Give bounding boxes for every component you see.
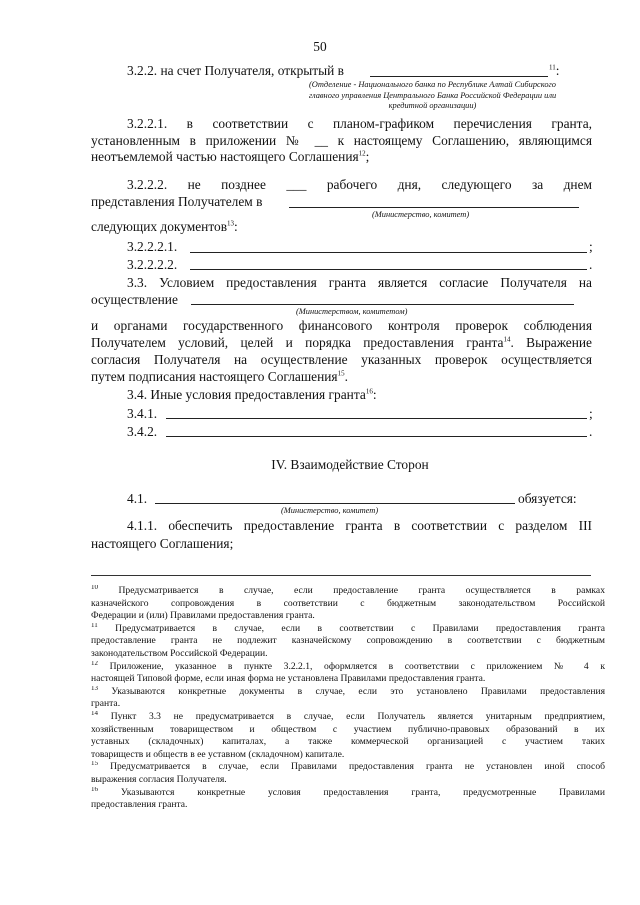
- clause-3-2-2: [127, 62, 344, 79]
- hint-line: главного управления Центрального Банка Российской Федерации или: [308, 90, 557, 100]
- item-3-2-2-2-1: 3.2.2.2.1.: [127, 239, 178, 254]
- clause-text: 3.2.2. на счет Получателя, открытый в: [127, 63, 344, 78]
- footnote-text: уставных (складочных) капиталах, а также коммерческой организацией с участием таких: [91, 736, 605, 748]
- footnote-ref: 14: [503, 335, 511, 344]
- footnote-line: [91, 686, 605, 699]
- footnote-line: [91, 585, 605, 598]
- footnote-text: Пункт 3.3 не предусматривается в случае, если Получатель является унитарным предприятием,: [110, 710, 605, 722]
- hint-ministry-2: (Министерством, комитетом): [296, 307, 408, 316]
- item-3-4-2-end: .: [589, 424, 593, 439]
- footnote-item: [91, 711, 605, 761]
- item-3-4-1: 3.4.1.: [127, 406, 158, 421]
- footnote-line: [91, 673, 605, 686]
- footnote-text: настоящей Типовой форме, если иная форма не установлена Правилами предоставления гранта.: [91, 673, 486, 685]
- footnote-text: выражения согласия Получателя.: [91, 773, 227, 785]
- clause-text: следующих документов: [91, 219, 228, 234]
- footnote-line: [91, 761, 605, 774]
- clause-3-3-line5: согласия Получателя на осуществление указанных проверок осуществляется: [91, 352, 592, 367]
- footnote-item: [91, 761, 605, 786]
- footnote-line: [91, 736, 605, 749]
- clause-4-1-1-line2: настоящего Соглашения;: [91, 536, 234, 551]
- clause-4-1-1-line1: 4.1.1. обеспечить предоставление гранта в соответствии с разделом III: [127, 518, 592, 533]
- fill-line-cond-1: [166, 418, 587, 419]
- clause-3-3-line3: и органами государственного финансового контроля проверок соблюдения: [91, 318, 592, 333]
- footnote-list: [91, 585, 605, 812]
- item-3-2-2-2-2: 3.2.2.2.2.: [127, 257, 178, 272]
- footnotes: [91, 585, 605, 812]
- footnote-item: [91, 686, 605, 711]
- fill-line-ministry-3: [155, 503, 515, 504]
- fill-line-bank: [370, 76, 548, 77]
- clause-3-2-2-2-line2: представления Получателем в: [91, 194, 263, 209]
- clause-4-1-end: обязуется:: [518, 491, 577, 506]
- footnote-line: [91, 623, 605, 636]
- clause-text: 3.4. Иные условия предоставления гранта: [127, 387, 366, 402]
- footnote-line: [91, 648, 605, 661]
- footnote-number: 15: [91, 761, 98, 768]
- hint-line: (Отделение - Национального банка по Республике Алтай Сибирского: [309, 80, 556, 89]
- page-number: 50: [313, 39, 327, 54]
- footnote-text: законодательством Российской Федерации.: [91, 647, 268, 659]
- clause-3-3-line6: [91, 368, 348, 385]
- footnote-line: [91, 799, 605, 812]
- clause-text: путем подписания настоящего Соглашения: [91, 369, 338, 384]
- footnote-line: [91, 787, 605, 800]
- footnote-number: 14: [91, 710, 98, 717]
- footnote-text: казначейского сопровождения в соответствии с бюджетным законодательством Российской: [91, 597, 605, 609]
- fill-line-cond-2: [166, 436, 587, 437]
- footnote-line: [91, 749, 605, 762]
- period: .: [344, 369, 348, 384]
- semicolon: ;: [365, 149, 370, 164]
- fill-line-doc-2: [190, 269, 587, 270]
- clause-text: неотъемлемой частью настоящего Соглашения: [91, 149, 359, 164]
- footnote-ref: 15: [337, 369, 345, 378]
- clause-3-2-2-2-line3: [91, 218, 238, 235]
- clause-3-2-2-1-line3: [91, 148, 369, 165]
- hint-ministry-3: (Министерство, комитет): [281, 506, 379, 515]
- clause-3-3-line4: [91, 334, 592, 351]
- footnote-line: [91, 711, 605, 724]
- footnote-text: Федерации и (или) Правилами предоставления гранта.: [91, 610, 315, 622]
- clause-3-2-2-1-line2: установленным в приложении № __ к настоящему Соглашению, являющимся: [91, 133, 592, 148]
- footnote-text: предоставление гранта не подлежит казначейскому сопровождению в соответствии с бюджетным: [91, 635, 605, 647]
- footnote-ref: 13: [227, 219, 235, 228]
- footnote-line: [91, 724, 605, 737]
- footnote-line: [91, 661, 605, 674]
- footnote-text: Предусматривается в случае, если Правилами предоставления гранта не установлен иной способ: [110, 761, 605, 773]
- clause-3-2-2-1-line1: 3.2.2.1. в соответствии с планом-графиком перечисления гранта,: [127, 116, 592, 131]
- footnote-line: [91, 698, 605, 711]
- footnote-separator: [91, 575, 591, 576]
- footnote-line: [91, 610, 605, 623]
- hint-bank: [275, 80, 590, 112]
- footnote-text: Предусматривается в случае, если предоставление гранта осуществляется в рамках: [118, 585, 605, 596]
- section-title: IV. Взаимодействие Сторон: [271, 457, 429, 472]
- footnote-line: [91, 598, 605, 611]
- footnote-text: Указываются конкретные условия предоставления гранта, предусмотренные Правилами: [120, 786, 605, 798]
- item-3-2-2-2-1-end: ;: [589, 239, 593, 254]
- footnote-item: [91, 585, 605, 623]
- footnote-number: 13: [91, 685, 98, 692]
- clause-4-1: 4.1.: [127, 491, 148, 506]
- item-3-4-2: 3.4.2.: [127, 424, 158, 439]
- clause-3-2-2-2-line1: 3.2.2.2. не позднее ___ рабочего дня, следующего за днем: [127, 177, 592, 192]
- footnote-number: 11: [91, 622, 98, 629]
- footnote-ref: 12: [358, 149, 366, 158]
- clause-3-2-2-end: [549, 62, 559, 79]
- fill-line-ministry: [289, 207, 579, 208]
- item-3-2-2-2-2-end: .: [589, 257, 593, 272]
- clause-3-3-line1: 3.3. Условием предоставления гранта является согласие Получателя на: [127, 275, 592, 290]
- hint-ministry: (Министерство, комитет): [372, 210, 470, 219]
- hint-line: кредитной организации): [388, 101, 477, 110]
- footnote-item: [91, 623, 605, 661]
- footnote-ref: 11: [549, 63, 556, 72]
- footnote-item: [91, 787, 605, 812]
- colon: :: [234, 219, 238, 234]
- footnote-text: товариществ и обществ в ее уставном (складочном) капитале.: [91, 748, 345, 760]
- clause-3-4: [127, 386, 377, 403]
- footnote-item: [91, 661, 605, 686]
- footnote-number: 16: [91, 786, 98, 793]
- fill-line-ministry-2: [191, 304, 574, 305]
- clause-3-3-line2: осуществление: [91, 292, 178, 307]
- footnote-text: хозяйственным товариществом и обществом с участием публично-правовых образований в их: [91, 723, 605, 735]
- clause-text: Получателем условий, целей и порядка предоставления гранта: [91, 335, 504, 350]
- footnote-line: [91, 774, 605, 787]
- item-3-4-1-end: ;: [589, 406, 593, 421]
- footnote-text: гранта.: [91, 698, 121, 710]
- footnote-text: Приложение, указанное в пункте 3.2.2.1, оформляется в соответствии с приложением № 4 к: [109, 660, 605, 672]
- footnote-line: [91, 635, 605, 648]
- footnote-text: предоставления гранта.: [91, 799, 188, 811]
- footnote-text: Указываются конкретные документы в случае, если это установлено Правилами предоставления: [111, 685, 605, 697]
- footnote-number: 10: [91, 585, 98, 591]
- footnote-number: 12: [91, 660, 98, 667]
- clause-text: . Выражение: [510, 335, 592, 350]
- footnote-ref: 16: [365, 387, 373, 396]
- colon: :: [372, 387, 377, 402]
- footnote-text: Предусматривается в случае, если в соответствии с Правилами предоставления гранта: [115, 622, 605, 634]
- colon: :: [555, 63, 560, 78]
- fill-line-doc-1: [190, 252, 587, 253]
